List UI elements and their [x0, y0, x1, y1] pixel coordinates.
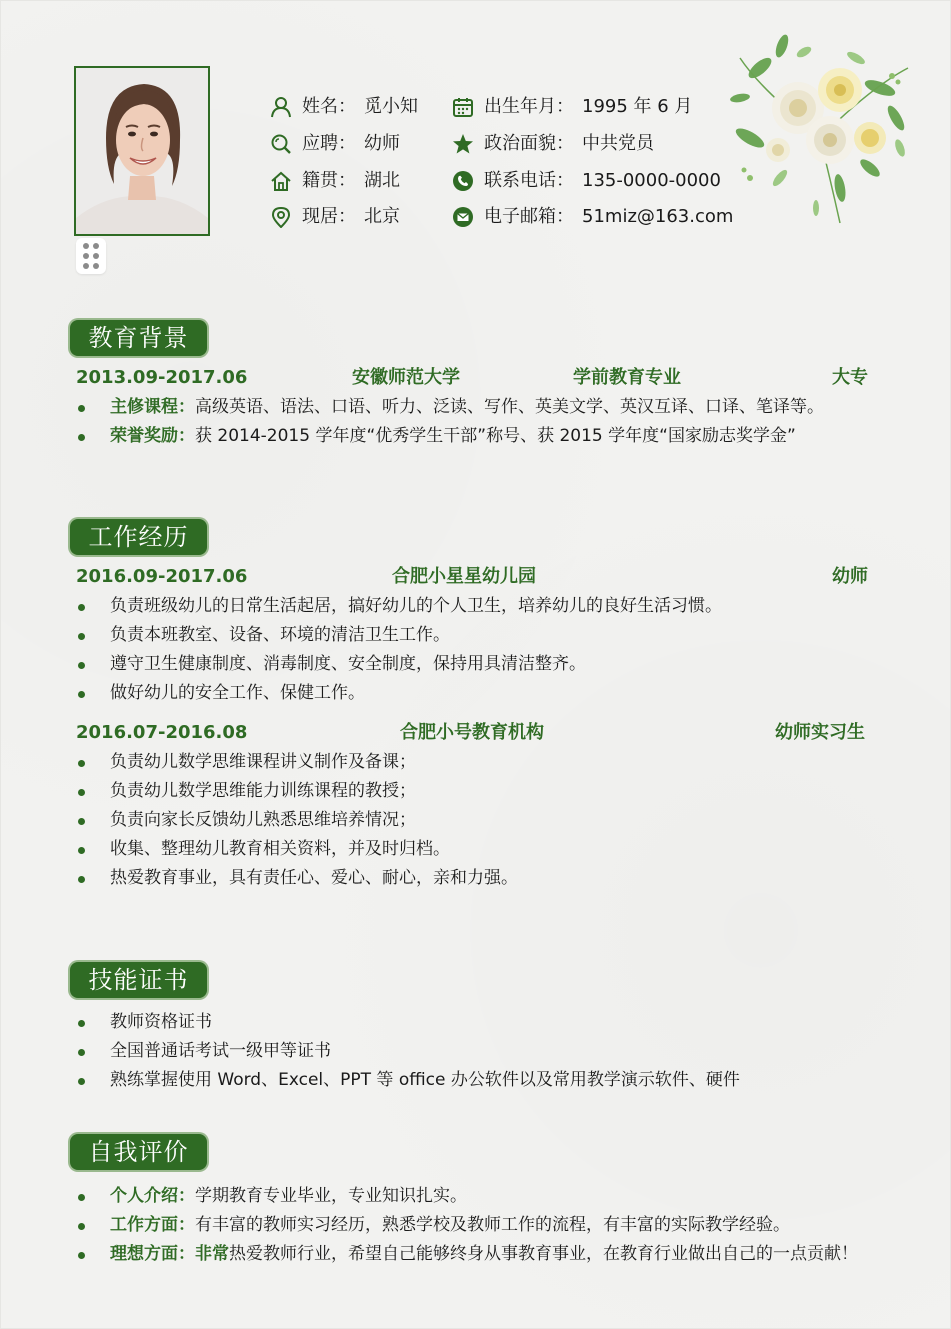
info-label: 出生年月： [484, 96, 574, 117]
list-item [76, 1008, 896, 1037]
education-row [76, 364, 876, 392]
list-item [76, 806, 896, 835]
list-item-text: 负责本班教室、设备、环境的清洁卫生工作。 [110, 625, 450, 645]
section-title-self: 自我评价 [70, 1134, 207, 1170]
info-label: 政治面貌： [484, 133, 574, 154]
self-list [76, 1182, 896, 1269]
list-item-body: 有丰富的教师实习经历，熟悉学校及教师工作的流程，有丰富的实际教学经验。 [195, 1215, 790, 1235]
education-period: 2013.09-2017.06 [76, 367, 248, 388]
info-value: 135-0000-0000 [582, 170, 721, 191]
info-value: 觅小知 [364, 96, 418, 117]
bullet-dot [78, 789, 85, 796]
list-item [76, 1182, 896, 1211]
location-pin-icon [270, 206, 292, 228]
list-item [76, 748, 896, 777]
bullet-dot [78, 1194, 85, 1201]
bullet-dot [78, 1078, 85, 1085]
list-item-text: 收集、整理幼儿教育相关资料，并及时归档。 [110, 839, 450, 859]
info-hometown [270, 168, 400, 194]
calendar-icon [452, 96, 474, 118]
bullet-dot [78, 1020, 85, 1027]
bullet-dot [78, 1223, 85, 1230]
list-item-lead: 个人介绍： [110, 1186, 195, 1206]
section-title-skills: 技能证书 [70, 962, 207, 998]
info-value: 幼师 [364, 133, 400, 154]
info-name [270, 94, 418, 120]
list-item-lead: 主修课程： [110, 397, 195, 417]
work-role: 幼师实习生 [775, 722, 865, 743]
section-title-work: 工作经历 [70, 519, 207, 555]
work-company: 合肥小星星幼儿园 [392, 566, 536, 587]
list-item-text [110, 393, 824, 422]
info-value: 湖北 [364, 170, 400, 191]
work-company: 合肥小号教育机构 [400, 722, 544, 743]
phone-icon [452, 170, 474, 192]
list-item-lead: 理想方面：非常 [110, 1244, 229, 1264]
list-item [76, 393, 896, 422]
list-item [76, 864, 896, 893]
list-item-lead: 工作方面： [110, 1215, 195, 1235]
info-label: 联系电话： [484, 170, 574, 191]
bullet-dot [78, 1049, 85, 1056]
list-item [76, 1211, 896, 1240]
drag-handle[interactable] [76, 238, 106, 274]
list-item-text: 负责幼儿数学思维课程讲义制作及备课； [110, 752, 416, 772]
list-item-text: 负责班级幼儿的日常生活起居，搞好幼儿的个人卫生，培养幼儿的良好生活习惯。 [110, 596, 722, 616]
bullet-dot [78, 876, 85, 883]
list-item [76, 777, 896, 806]
info-residence [270, 204, 400, 230]
info-label: 籍贯： [302, 170, 356, 191]
bullet-dot [78, 662, 85, 669]
education-list [76, 393, 896, 451]
list-item-lead: 荣誉奖励： [110, 426, 195, 446]
list-item-body: 获 2014-2015 学年度“优秀学生干部”称号、获 2015 学年度“国家励志奖学金” [195, 426, 796, 446]
bullet-dot [78, 691, 85, 698]
info-label: 现居： [302, 206, 356, 227]
list-item-text [110, 1240, 858, 1269]
bullet-dot [78, 818, 85, 825]
work-row [76, 563, 876, 591]
list-item-text: 熟练掌握使用 Word、Excel、PPT 等 office 办公软件以及常用教学演示软件、硬件 [110, 1070, 740, 1090]
work-list [76, 592, 896, 708]
list-item-text: 热爱教育事业，具有责任心、爱心、耐心，亲和力强。 [110, 868, 518, 888]
bullet-dot [78, 760, 85, 767]
list-item [76, 1066, 896, 1095]
list-item-text [110, 422, 796, 451]
list-item-text: 做好幼儿的安全工作、保健工作。 [110, 683, 365, 703]
star-icon [452, 133, 474, 155]
info-birth [452, 94, 692, 120]
info-politics [452, 131, 654, 157]
list-item-text: 负责向家长反馈幼儿熟悉思维培养情况； [110, 810, 416, 830]
list-item-body: 热爱教师行业，希望自己能够终身从事教育事业，在教育行业做出自己的一点贡献！ [229, 1244, 858, 1264]
list-item [76, 679, 896, 708]
section-title-education: 教育背景 [70, 320, 207, 356]
list-item [76, 650, 896, 679]
list-item [76, 422, 896, 451]
list-item-text: 教师资格证书 [110, 1012, 212, 1032]
education-school: 安徽师范大学 [352, 367, 460, 388]
info-label: 电子邮箱： [484, 206, 574, 227]
floral-decoration [720, 28, 916, 228]
skills-list [76, 1008, 896, 1095]
list-item [76, 835, 896, 864]
bullet-dot [78, 405, 85, 412]
list-item [76, 1037, 896, 1066]
person-icon [270, 96, 292, 118]
bullet-dot [78, 604, 85, 611]
work-period: 2016.07-2016.08 [76, 722, 248, 743]
work-role: 幼师 [832, 566, 868, 587]
education-degree: 大专 [832, 367, 868, 388]
list-item [76, 621, 896, 650]
work-list [76, 748, 896, 893]
info-email [452, 204, 733, 230]
info-value: 1995 年 6 月 [582, 96, 693, 117]
home-icon [270, 170, 292, 192]
list-item-text: 遵守卫生健康制度、消毒制度、安全制度，保持用具清洁整齐。 [110, 654, 586, 674]
list-item [76, 592, 896, 621]
profile-photo [74, 66, 210, 236]
info-phone [452, 168, 721, 194]
info-value: 51miz@163.com [582, 206, 734, 227]
education-major: 学前教育专业 [573, 367, 681, 388]
bullet-dot [78, 847, 85, 854]
search-icon [270, 133, 292, 155]
work-period: 2016.09-2017.06 [76, 566, 248, 587]
list-item-text: 全国普通话考试一级甲等证书 [110, 1041, 331, 1061]
info-position [270, 131, 400, 157]
info-value: 中共党员 [582, 133, 654, 154]
list-item-text [110, 1211, 790, 1240]
list-item-body: 学期教育专业毕业，专业知识扎实。 [195, 1186, 467, 1206]
work-row [76, 719, 876, 747]
email-icon [452, 206, 474, 228]
bullet-dot [78, 1252, 85, 1259]
list-item-text [110, 1182, 467, 1211]
bullet-dot [78, 434, 85, 441]
info-label: 应聘： [302, 133, 356, 154]
list-item-text: 负责幼儿数学思维能力训练课程的教授； [110, 781, 416, 801]
bullet-dot [78, 633, 85, 640]
info-label: 姓名： [302, 96, 356, 117]
list-item-body: 高级英语、语法、口语、听力、泛读、写作、英美文学、英汉互译、口译、笔译等。 [195, 397, 824, 417]
info-value: 北京 [364, 206, 400, 227]
list-item [76, 1240, 896, 1269]
